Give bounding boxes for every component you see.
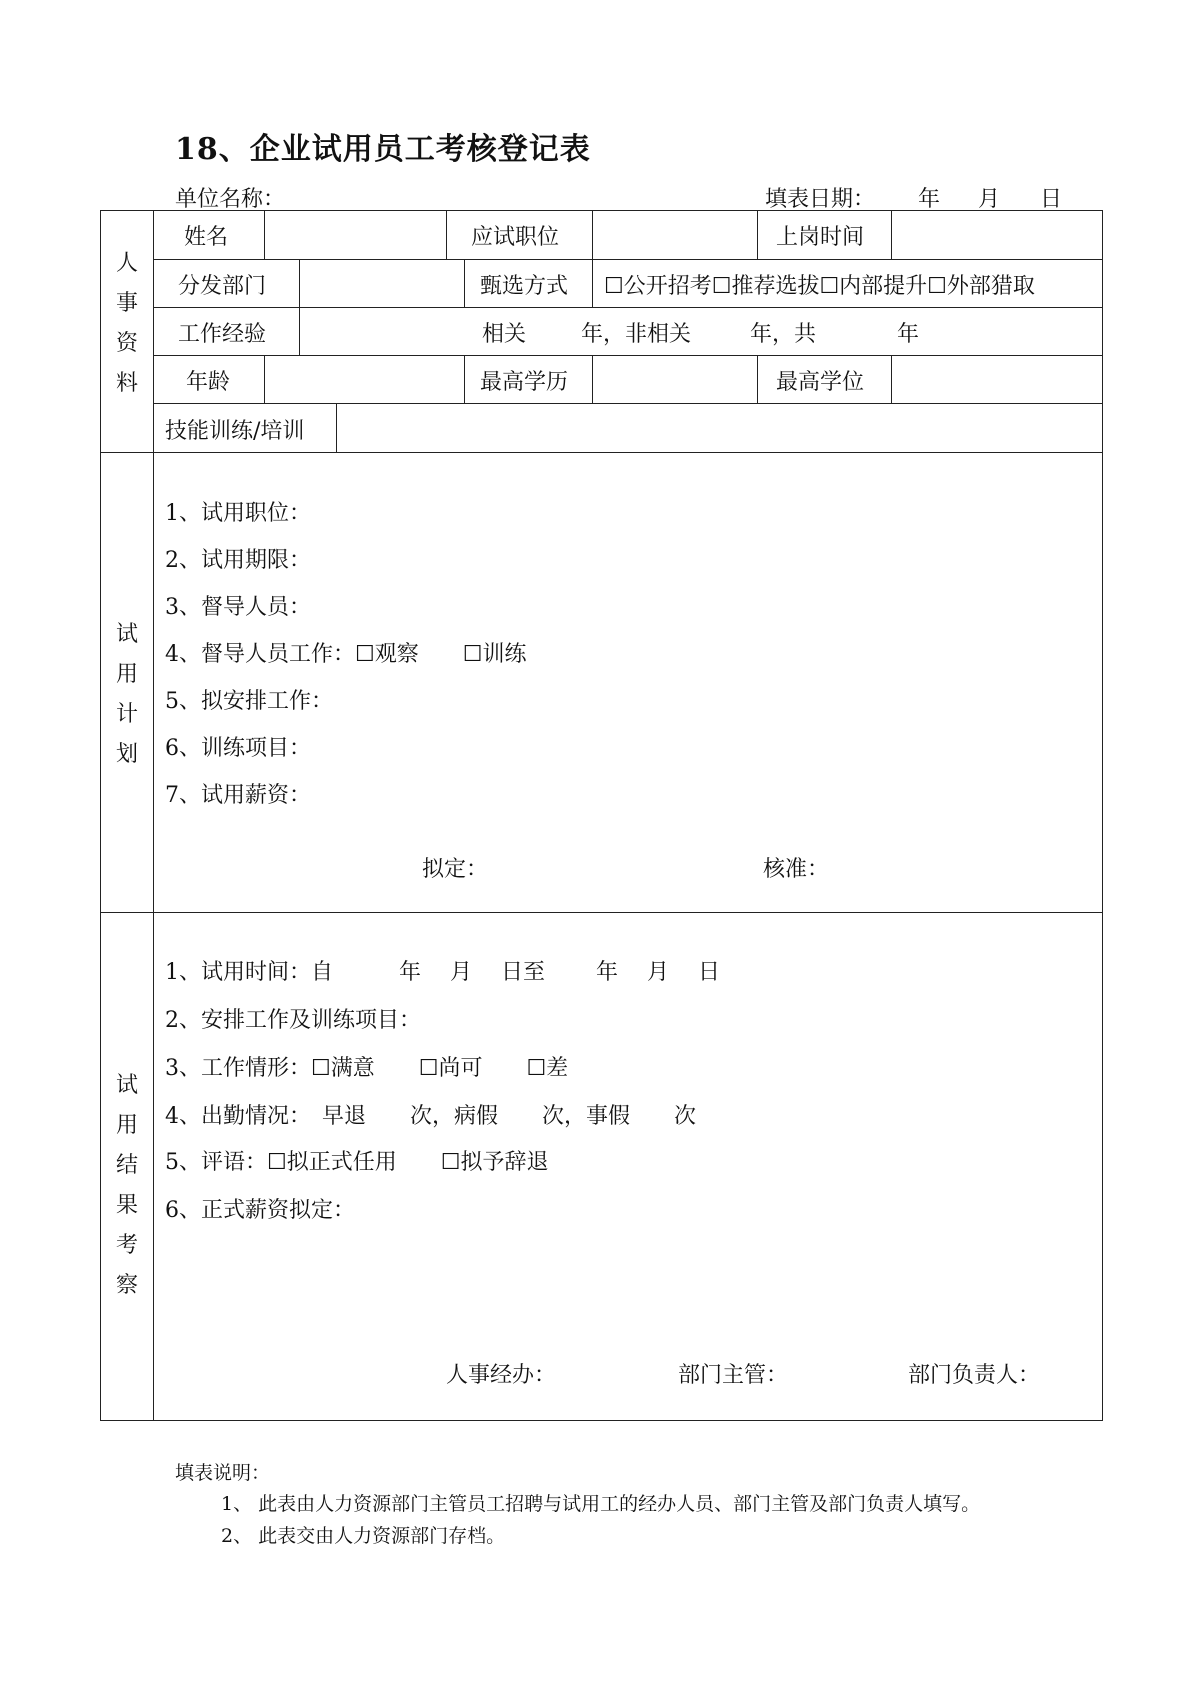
plan-item: 2、试用期限： <box>165 548 311 573</box>
result-item[interactable]: 3、工作情形：☐满意 ☐尚可 ☐差 <box>165 1056 569 1081</box>
section-label-plan <box>113 615 141 775</box>
start-time-label: 上岗时间 <box>776 225 865 250</box>
fill-date-day: 日 <box>1040 187 1063 212</box>
notes-item: 1、 此表由人力资源部门主管员工招聘与试用工的经办人员、部门主管及部门负责人填写。 <box>221 1493 981 1515</box>
plan-item: 6、训练项目： <box>165 736 311 761</box>
highest-degree-label: 最高学位 <box>776 370 865 395</box>
section-label-char: 人 <box>115 251 138 276</box>
plan-item[interactable]: 4、督导人员工作：☐观察 ☐训练 <box>165 642 527 667</box>
fill-date-year: 年 <box>918 187 941 212</box>
col-rule <box>592 210 593 259</box>
col-rule <box>464 259 465 307</box>
fill-date-month: 月 <box>978 187 1001 212</box>
section-label-char: 考 <box>115 1233 138 1258</box>
section-label-result <box>113 1066 141 1306</box>
row-rule <box>153 355 1102 356</box>
col-rule <box>299 307 300 355</box>
plan-item: 1、试用职位： <box>165 501 311 526</box>
section-label-char: 用 <box>115 1113 138 1138</box>
result-item: 1、试用时间：自 年 月 日至 年 月 日 <box>165 960 720 985</box>
col-rule <box>757 210 758 259</box>
col-rule <box>299 259 300 307</box>
col-rule <box>264 355 265 403</box>
drafted-label: 拟定： <box>422 857 489 882</box>
section-rule <box>100 912 1103 913</box>
experience-nonrelated: 年，非相关 <box>581 322 692 347</box>
dept-supervisor-label: 部门主管： <box>678 1363 789 1388</box>
experience-related: 相关 <box>482 322 527 347</box>
row-rule <box>153 259 1102 260</box>
plan-item: 7、试用薪资： <box>165 783 311 808</box>
col-rule <box>891 210 892 259</box>
selection-options[interactable]: ☐公开招考☐推荐选拔☐内部提升☐外部猎取 <box>604 274 1035 299</box>
section-label-char: 察 <box>115 1273 138 1298</box>
col-rule <box>446 210 447 259</box>
selection-method-label: 甄选方式 <box>480 274 569 299</box>
age-label: 年龄 <box>186 370 231 395</box>
dept-head-label: 部门负责人： <box>908 1363 1041 1388</box>
result-item[interactable]: 5、评语：☐拟正式任用 ☐拟予辞退 <box>165 1150 549 1175</box>
plan-item: 5、拟安排工作： <box>165 689 333 714</box>
row-rule <box>153 403 1102 404</box>
section-label-char: 用 <box>115 662 138 687</box>
col-rule <box>592 259 593 307</box>
highest-education-label: 最高学历 <box>480 370 569 395</box>
page-title: 18、企业试用员工考核登记表 <box>175 132 591 167</box>
section-label-char: 结 <box>115 1153 138 1178</box>
row-rule <box>153 307 1102 308</box>
notes-heading: 填表说明： <box>175 1462 271 1484</box>
department-label: 分发部门 <box>178 274 267 299</box>
hr-handler-label: 人事经办： <box>446 1363 557 1388</box>
experience-total: 年，共 <box>750 322 817 347</box>
section-label-char: 果 <box>115 1193 138 1218</box>
section-label-char: 事 <box>115 291 138 316</box>
applied-position-label: 应试职位 <box>471 225 560 250</box>
section-label-char: 试 <box>115 622 138 647</box>
section-label-char: 资 <box>115 331 138 356</box>
section-label-char: 计 <box>115 702 138 727</box>
section-label-char: 划 <box>115 742 138 767</box>
col-rule <box>264 210 265 259</box>
col-rule <box>464 355 465 403</box>
unit-name-label: 单位名称： <box>175 187 286 212</box>
notes-item: 2、 此表交由人力资源部门存档。 <box>221 1525 506 1547</box>
name-label: 姓名 <box>184 225 229 250</box>
result-item: 4、出勤情况： 早退 次，病假 次，事假 次 <box>165 1104 696 1129</box>
section-label-char: 试 <box>115 1073 138 1098</box>
plan-item: 3、督导人员： <box>165 595 311 620</box>
skill-training-label: 技能训练/培训 <box>165 419 305 444</box>
fill-date-label: 填表日期： <box>765 187 876 212</box>
section-label-personnel <box>113 244 141 404</box>
col-rule <box>757 355 758 403</box>
col-rule <box>336 403 337 452</box>
col-rule <box>891 355 892 403</box>
section-rule <box>100 452 1103 453</box>
result-item: 2、安排工作及训练项目： <box>165 1008 421 1033</box>
col-rule <box>592 355 593 403</box>
approved-label: 核准： <box>763 857 830 882</box>
experience-year: 年 <box>897 322 920 347</box>
form-table <box>100 210 1103 1421</box>
section-label-char: 料 <box>115 371 138 396</box>
section-divider <box>153 210 154 1421</box>
work-experience-label: 工作经验 <box>178 322 267 347</box>
result-item: 6、正式薪资拟定： <box>165 1198 355 1223</box>
